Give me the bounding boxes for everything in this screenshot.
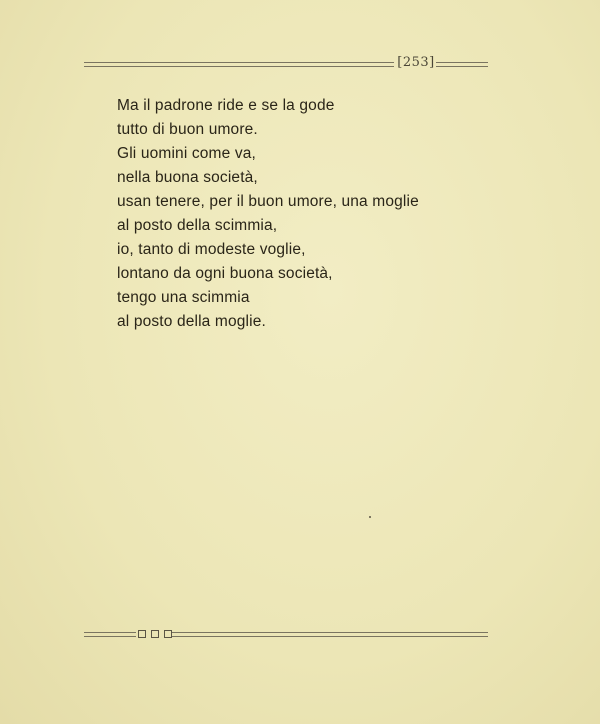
poem-line: Gli uomini come va, bbox=[117, 145, 256, 162]
header-rule-right bbox=[436, 62, 488, 67]
footer-ornament-icon bbox=[138, 628, 172, 640]
square-ornament-icon bbox=[151, 630, 159, 638]
poem-line: tengo una scimmia bbox=[117, 289, 250, 306]
poem-line: io, tanto di modeste voglie, bbox=[117, 241, 306, 258]
footer-rule-left bbox=[84, 632, 136, 637]
footer-rule-right bbox=[172, 632, 488, 637]
poem-line: al posto della moglie. bbox=[117, 313, 266, 330]
poem-line: al posto della scimmia, bbox=[117, 217, 278, 234]
poem-line: usan tenere, per il buon umore, una moglie bbox=[117, 193, 419, 210]
page-number: [253] bbox=[397, 55, 435, 70]
square-ornament-icon bbox=[164, 630, 172, 638]
poem-line: tutto di buon umore. bbox=[117, 121, 258, 138]
poem-line: lontano da ogni buona società, bbox=[117, 265, 333, 282]
poem-text bbox=[117, 94, 517, 334]
header-rule-left bbox=[84, 62, 394, 67]
square-ornament-icon bbox=[138, 630, 146, 638]
poem-line: nella buona società, bbox=[117, 169, 258, 186]
paper-speck bbox=[369, 516, 371, 518]
poem-line: Ma il padrone ride e se la gode bbox=[117, 97, 335, 114]
